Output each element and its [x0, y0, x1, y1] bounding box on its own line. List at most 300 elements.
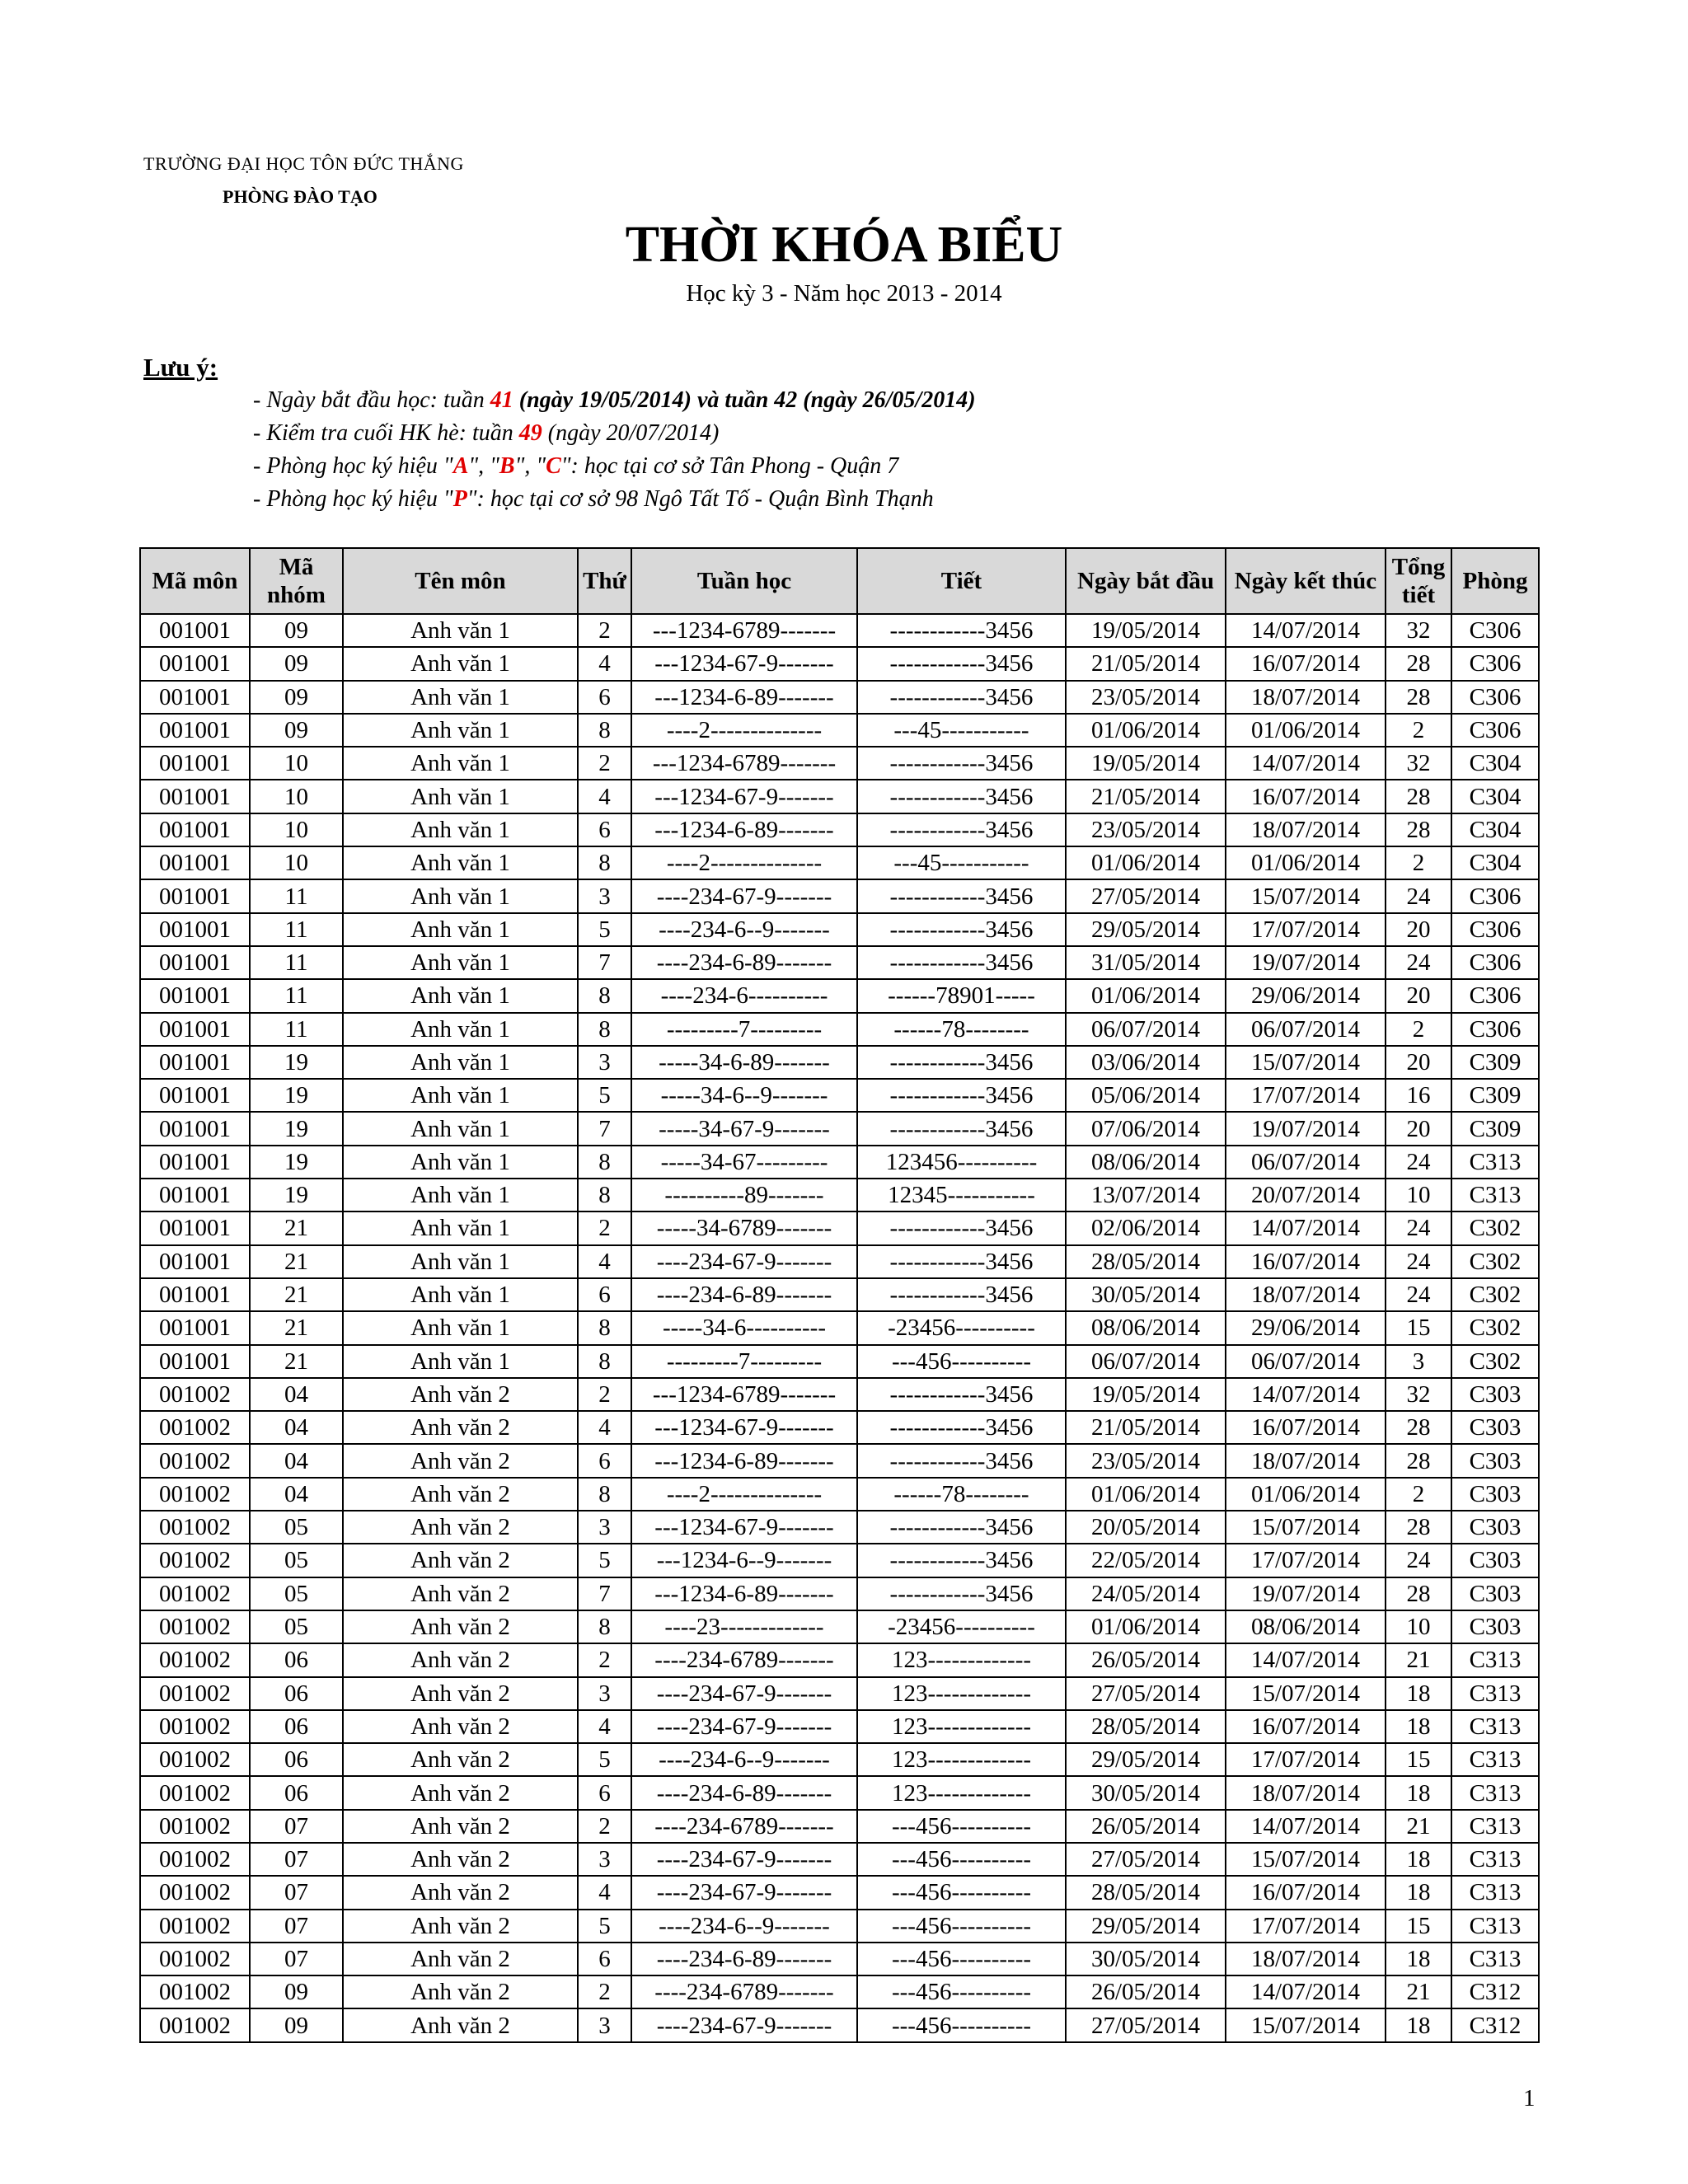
cell-end-date: 18/07/2014 [1226, 1278, 1386, 1311]
cell-course-code: 001001 [140, 1179, 250, 1212]
cell-total-periods: 32 [1386, 614, 1451, 647]
cell-room: C304 [1451, 747, 1539, 780]
cell-total-periods: 28 [1386, 647, 1451, 680]
cell-course-name: Anh văn 2 [343, 1643, 578, 1676]
cell-weekday: 5 [578, 1544, 631, 1577]
cell-total-periods: 3 [1386, 1345, 1451, 1378]
cell-course-code: 001002 [140, 2008, 250, 2041]
cell-total-periods: 18 [1386, 1710, 1451, 1743]
cell-total-periods: 24 [1386, 1544, 1451, 1577]
cell-course-name: Anh văn 2 [343, 1743, 578, 1776]
table-row [140, 1843, 1539, 1876]
cell-end-date: 19/07/2014 [1226, 1112, 1386, 1145]
cell-group: 19 [250, 1079, 343, 1112]
cell-course-code: 001001 [140, 614, 250, 647]
cell-start-date: 24/05/2014 [1066, 1577, 1226, 1610]
cell-weekday: 4 [578, 780, 631, 813]
cell-periods: ------------3456 [857, 1378, 1066, 1411]
table-row [140, 1743, 1539, 1776]
cell-periods: ------------3456 [857, 1511, 1066, 1544]
cell-total-periods: 10 [1386, 1179, 1451, 1212]
cell-start-date: 22/05/2014 [1066, 1544, 1226, 1577]
cell-total-periods: 15 [1386, 1311, 1451, 1344]
note-final-exam: - Kiểm tra cuối HK hè: tuần 49 (ngày 20/07/2014) [253, 420, 720, 446]
cell-total-periods: 2 [1386, 846, 1451, 879]
cell-weeks: ----234-6789------- [631, 1975, 857, 2008]
cell-start-date: 31/05/2014 [1066, 946, 1226, 979]
table-row [140, 1710, 1539, 1743]
col-header-total-periods: Tổng tiết [1386, 548, 1451, 614]
cell-course-code: 001002 [140, 1776, 250, 1809]
cell-weeks: ----234-6789------- [631, 1643, 857, 1676]
cell-periods: 123456---------- [857, 1146, 1066, 1179]
cell-start-date: 07/06/2014 [1066, 1112, 1226, 1145]
cell-course-name: Anh văn 1 [343, 1079, 578, 1112]
cell-end-date: 16/07/2014 [1226, 780, 1386, 813]
cell-start-date: 28/05/2014 [1066, 1710, 1226, 1743]
cell-weeks: ---1234-6-89------- [631, 813, 857, 846]
cell-room: C303 [1451, 1577, 1539, 1610]
cell-room: C313 [1451, 1710, 1539, 1743]
cell-group: 21 [250, 1245, 343, 1278]
cell-periods: 123------------- [857, 1776, 1066, 1809]
cell-total-periods: 2 [1386, 714, 1451, 747]
table-row [140, 1810, 1539, 1843]
cell-total-periods: 24 [1386, 1278, 1451, 1311]
cell-room: C306 [1451, 946, 1539, 979]
cell-weeks: ----234-67-9------- [631, 1245, 857, 1278]
cell-course-name: Anh văn 2 [343, 1577, 578, 1610]
cell-start-date: 01/06/2014 [1066, 846, 1226, 879]
cell-weekday: 4 [578, 1876, 631, 1909]
cell-weekday: 2 [578, 1212, 631, 1244]
cell-group: 09 [250, 681, 343, 714]
cell-periods: 123------------- [857, 1643, 1066, 1676]
cell-group: 07 [250, 1843, 343, 1876]
cell-group: 10 [250, 747, 343, 780]
table-row [140, 1311, 1539, 1344]
table-row [140, 780, 1539, 813]
cell-room: C306 [1451, 913, 1539, 946]
cell-periods: ---456---------- [857, 1810, 1066, 1843]
cell-end-date: 17/07/2014 [1226, 1743, 1386, 1776]
cell-end-date: 01/06/2014 [1226, 846, 1386, 879]
cell-weekday: 2 [578, 1378, 631, 1411]
cell-start-date: 06/07/2014 [1066, 1345, 1226, 1378]
cell-periods: ------------3456 [857, 647, 1066, 680]
cell-weekday: 8 [578, 846, 631, 879]
cell-group: 10 [250, 813, 343, 846]
cell-course-name: Anh văn 2 [343, 1677, 578, 1710]
cell-course-name: Anh văn 1 [343, 1311, 578, 1344]
school-name: TRƯỜNG ĐẠI HỌC TÔN ĐỨC THẮNG [143, 153, 464, 174]
cell-course-name: Anh văn 1 [343, 681, 578, 714]
cell-weekday: 3 [578, 1677, 631, 1710]
cell-total-periods: 28 [1386, 681, 1451, 714]
table-row [140, 1046, 1539, 1079]
cell-end-date: 16/07/2014 [1226, 1411, 1386, 1444]
cell-room: C302 [1451, 1278, 1539, 1311]
table-row [140, 1013, 1539, 1046]
cell-course-code: 001002 [140, 1378, 250, 1411]
cell-course-code: 001001 [140, 979, 250, 1012]
cell-room: C306 [1451, 1013, 1539, 1046]
cell-weekday: 4 [578, 1710, 631, 1743]
cell-course-code: 001002 [140, 1478, 250, 1511]
cell-course-code: 001001 [140, 846, 250, 879]
cell-periods: ------78-------- [857, 1013, 1066, 1046]
cell-periods: ---456---------- [857, 1876, 1066, 1909]
cell-group: 07 [250, 1876, 343, 1909]
cell-course-code: 001002 [140, 1511, 250, 1544]
cell-group: 21 [250, 1345, 343, 1378]
cell-room: C313 [1451, 1876, 1539, 1909]
cell-course-name: Anh văn 2 [343, 1810, 578, 1843]
cell-periods: ------78-------- [857, 1478, 1066, 1511]
cell-start-date: 06/07/2014 [1066, 1013, 1226, 1046]
cell-periods: ------------3456 [857, 1444, 1066, 1477]
cell-weeks: ----234-6--9------- [631, 1743, 857, 1776]
cell-weekday: 6 [578, 1444, 631, 1477]
cell-weekday: 5 [578, 1743, 631, 1776]
cell-group: 11 [250, 946, 343, 979]
cell-total-periods: 10 [1386, 1610, 1451, 1643]
cell-weeks: ---------7--------- [631, 1345, 857, 1378]
cell-course-code: 001002 [140, 1544, 250, 1577]
cell-group: 06 [250, 1643, 343, 1676]
cell-weeks: -----34-6-89------- [631, 1046, 857, 1079]
cell-end-date: 18/07/2014 [1226, 1444, 1386, 1477]
cell-start-date: 19/05/2014 [1066, 614, 1226, 647]
cell-room: C313 [1451, 1146, 1539, 1179]
col-header-room: Phòng [1451, 548, 1539, 614]
col-header-group: Mã nhóm [250, 548, 343, 614]
table-row [140, 1179, 1539, 1212]
cell-course-code: 001002 [140, 1975, 250, 2008]
cell-start-date: 23/05/2014 [1066, 681, 1226, 714]
cell-weeks: ---1234-6--9------- [631, 1544, 857, 1577]
cell-weeks: ----234-6-89------- [631, 1943, 857, 1975]
cell-start-date: 27/05/2014 [1066, 879, 1226, 912]
cell-start-date: 27/05/2014 [1066, 1843, 1226, 1876]
cell-start-date: 21/05/2014 [1066, 780, 1226, 813]
table-row [140, 647, 1539, 680]
cell-weeks: ---1234-6789------- [631, 747, 857, 780]
table-row [140, 1345, 1539, 1378]
week-number-41: 41 [490, 387, 513, 413]
cell-course-name: Anh văn 1 [343, 946, 578, 979]
cell-course-code: 001001 [140, 1245, 250, 1278]
cell-periods: ------------3456 [857, 681, 1066, 714]
cell-start-date: 01/06/2014 [1066, 1478, 1226, 1511]
cell-course-name: Anh văn 1 [343, 1112, 578, 1145]
cell-periods: ------------3456 [857, 780, 1066, 813]
cell-total-periods: 18 [1386, 2008, 1451, 2041]
table-row [140, 1411, 1539, 1444]
cell-room: C302 [1451, 1245, 1539, 1278]
cell-course-code: 001001 [140, 681, 250, 714]
cell-group: 11 [250, 1013, 343, 1046]
cell-group: 09 [250, 1975, 343, 2008]
cell-group: 05 [250, 1511, 343, 1544]
cell-total-periods: 28 [1386, 780, 1451, 813]
cell-total-periods: 28 [1386, 1444, 1451, 1477]
cell-total-periods: 18 [1386, 1876, 1451, 1909]
cell-periods: ------------3456 [857, 747, 1066, 780]
cell-total-periods: 28 [1386, 813, 1451, 846]
cell-end-date: 15/07/2014 [1226, 879, 1386, 912]
department-name: PHÒNG ĐÀO TẠO [223, 186, 377, 207]
cell-course-name: Anh văn 2 [343, 1478, 578, 1511]
cell-course-name: Anh văn 1 [343, 614, 578, 647]
cell-total-periods: 24 [1386, 1146, 1451, 1179]
cell-course-code: 001002 [140, 1943, 250, 1975]
cell-weeks: ---1234-6-89------- [631, 1444, 857, 1477]
cell-total-periods: 28 [1386, 1411, 1451, 1444]
note-start-date: - Ngày bắt đầu học: tuần 41 (ngày 19/05/2014) và tuần 42 (ngày 26/05/2014) [253, 387, 976, 413]
cell-group: 11 [250, 913, 343, 946]
cell-end-date: 14/07/2014 [1226, 1212, 1386, 1244]
cell-total-periods: 2 [1386, 1013, 1451, 1046]
table-row [140, 1112, 1539, 1145]
cell-course-code: 001001 [140, 1278, 250, 1311]
cell-total-periods: 20 [1386, 1046, 1451, 1079]
timetable-body [140, 614, 1539, 2042]
cell-weeks: ---1234-6-89------- [631, 681, 857, 714]
table-row [140, 1278, 1539, 1311]
cell-weekday: 3 [578, 1843, 631, 1876]
cell-course-name: Anh văn 2 [343, 1876, 578, 1909]
table-row [140, 1511, 1539, 1544]
cell-course-code: 001001 [140, 813, 250, 846]
cell-weeks: -----34-6789------- [631, 1212, 857, 1244]
cell-group: 06 [250, 1677, 343, 1710]
table-row [140, 1212, 1539, 1244]
cell-periods: ------------3456 [857, 1079, 1066, 1112]
table-row [140, 714, 1539, 747]
cell-room: C312 [1451, 1975, 1539, 2008]
cell-total-periods: 24 [1386, 1212, 1451, 1244]
cell-room: C304 [1451, 813, 1539, 846]
cell-start-date: 23/05/2014 [1066, 813, 1226, 846]
cell-periods: ------------3456 [857, 879, 1066, 912]
cell-course-name: Anh văn 1 [343, 747, 578, 780]
cell-group: 07 [250, 1943, 343, 1975]
cell-course-name: Anh văn 2 [343, 1511, 578, 1544]
cell-total-periods: 21 [1386, 1975, 1451, 2008]
cell-weeks: ----234-6-89------- [631, 1278, 857, 1311]
cell-weeks: -----34-6--9------- [631, 1079, 857, 1112]
cell-start-date: 05/06/2014 [1066, 1079, 1226, 1112]
cell-group: 06 [250, 1776, 343, 1809]
cell-weekday: 6 [578, 1776, 631, 1809]
cell-end-date: 14/07/2014 [1226, 614, 1386, 647]
cell-total-periods: 24 [1386, 1245, 1451, 1278]
cell-end-date: 18/07/2014 [1226, 1943, 1386, 1975]
cell-start-date: 08/06/2014 [1066, 1146, 1226, 1179]
cell-room: C313 [1451, 1743, 1539, 1776]
cell-group: 21 [250, 1278, 343, 1311]
cell-weeks: ----234-67-9------- [631, 1876, 857, 1909]
table-row [140, 979, 1539, 1012]
cell-course-name: Anh văn 2 [343, 1843, 578, 1876]
cell-periods: ---456---------- [857, 1910, 1066, 1943]
cell-periods: ------------3456 [857, 1411, 1066, 1444]
cell-periods: ---45----------- [857, 714, 1066, 747]
cell-end-date: 18/07/2014 [1226, 813, 1386, 846]
table-row [140, 813, 1539, 846]
cell-weeks: ----234-6--9------- [631, 1910, 857, 1943]
cell-periods: ------------3456 [857, 946, 1066, 979]
cell-weekday: 6 [578, 813, 631, 846]
cell-weeks: ----2-------------- [631, 846, 857, 879]
cell-total-periods: 28 [1386, 1577, 1451, 1610]
cell-course-code: 001001 [140, 1311, 250, 1344]
cell-course-name: Anh văn 1 [343, 647, 578, 680]
cell-weekday: 4 [578, 1411, 631, 1444]
cell-room: C302 [1451, 1345, 1539, 1378]
cell-course-code: 001001 [140, 1212, 250, 1244]
cell-course-name: Anh văn 1 [343, 1146, 578, 1179]
cell-course-name: Anh văn 2 [343, 1444, 578, 1477]
table-row [140, 846, 1539, 879]
table-row [140, 1146, 1539, 1179]
cell-course-name: Anh văn 1 [343, 979, 578, 1012]
cell-start-date: 26/05/2014 [1066, 1643, 1226, 1676]
cell-start-date: 28/05/2014 [1066, 1876, 1226, 1909]
cell-room: C313 [1451, 1910, 1539, 1943]
cell-group: 05 [250, 1577, 343, 1610]
cell-course-code: 001001 [140, 879, 250, 912]
cell-group: 07 [250, 1910, 343, 1943]
cell-end-date: 18/07/2014 [1226, 681, 1386, 714]
table-row [140, 1079, 1539, 1112]
cell-group: 09 [250, 647, 343, 680]
cell-weekday: 8 [578, 1311, 631, 1344]
cell-weekday: 8 [578, 1478, 631, 1511]
cell-total-periods: 18 [1386, 1943, 1451, 1975]
cell-end-date: 29/06/2014 [1226, 979, 1386, 1012]
cell-total-periods: 32 [1386, 747, 1451, 780]
cell-end-date: 15/07/2014 [1226, 1511, 1386, 1544]
cell-weekday: 5 [578, 913, 631, 946]
cell-course-code: 001002 [140, 1577, 250, 1610]
cell-start-date: 21/05/2014 [1066, 647, 1226, 680]
cell-room: C304 [1451, 846, 1539, 879]
cell-periods: ------------3456 [857, 1112, 1066, 1145]
cell-end-date: 06/07/2014 [1226, 1345, 1386, 1378]
timetable [139, 547, 1540, 2043]
cell-group: 04 [250, 1411, 343, 1444]
cell-periods: ------78901----- [857, 979, 1066, 1012]
cell-periods: -23456---------- [857, 1610, 1066, 1643]
cell-total-periods: 15 [1386, 1743, 1451, 1776]
cell-room: C309 [1451, 1112, 1539, 1145]
cell-start-date: 30/05/2014 [1066, 1943, 1226, 1975]
cell-total-periods: 16 [1386, 1079, 1451, 1112]
cell-course-code: 001002 [140, 1910, 250, 1943]
cell-total-periods: 18 [1386, 1677, 1451, 1710]
col-header-periods: Tiết [857, 548, 1066, 614]
cell-start-date: 08/06/2014 [1066, 1311, 1226, 1344]
cell-total-periods: 28 [1386, 1511, 1451, 1544]
cell-course-name: Anh văn 1 [343, 879, 578, 912]
cell-weekday: 7 [578, 1577, 631, 1610]
notes-heading: Lưu ý: [143, 353, 218, 382]
cell-course-code: 001001 [140, 714, 250, 747]
table-row [140, 913, 1539, 946]
cell-start-date: 26/05/2014 [1066, 1975, 1226, 2008]
cell-room: C306 [1451, 979, 1539, 1012]
cell-end-date: 14/07/2014 [1226, 1643, 1386, 1676]
cell-group: 19 [250, 1112, 343, 1145]
cell-course-name: Anh văn 1 [343, 1179, 578, 1212]
cell-weekday: 2 [578, 1975, 631, 2008]
cell-start-date: 01/06/2014 [1066, 979, 1226, 1012]
cell-course-name: Anh văn 1 [343, 1278, 578, 1311]
cell-weeks: ---1234-67-9------- [631, 780, 857, 813]
cell-weekday: 5 [578, 1910, 631, 1943]
col-header-start-date: Ngày bắt đầu [1066, 548, 1226, 614]
cell-group: 21 [250, 1311, 343, 1344]
cell-course-code: 001002 [140, 1677, 250, 1710]
cell-weekday: 8 [578, 979, 631, 1012]
cell-weekday: 4 [578, 647, 631, 680]
cell-group: 06 [250, 1710, 343, 1743]
cell-course-name: Anh văn 2 [343, 1411, 578, 1444]
cell-group: 10 [250, 846, 343, 879]
cell-course-code: 001002 [140, 1444, 250, 1477]
cell-course-code: 001002 [140, 1643, 250, 1676]
cell-weekday: 2 [578, 1810, 631, 1843]
week-number-49: 49 [518, 420, 542, 446]
cell-course-name: Anh văn 1 [343, 1245, 578, 1278]
cell-start-date: 03/06/2014 [1066, 1046, 1226, 1079]
cell-periods: 123------------- [857, 1743, 1066, 1776]
cell-course-code: 001001 [140, 913, 250, 946]
cell-weeks: -----34-67-9------- [631, 1112, 857, 1145]
cell-weeks: ---1234-67-9------- [631, 1511, 857, 1544]
cell-group: 06 [250, 1743, 343, 1776]
cell-group: 05 [250, 1544, 343, 1577]
table-row [140, 614, 1539, 647]
cell-periods: ---456---------- [857, 2008, 1066, 2041]
cell-course-code: 001001 [140, 1345, 250, 1378]
cell-weekday: 8 [578, 1179, 631, 1212]
cell-weeks: -----34-67--------- [631, 1146, 857, 1179]
cell-weekday: 8 [578, 1345, 631, 1378]
col-header-weekday: Thứ [578, 548, 631, 614]
cell-weeks: ---1234-6789------- [631, 614, 857, 647]
cell-periods: ---456---------- [857, 1345, 1066, 1378]
cell-start-date: 19/05/2014 [1066, 747, 1226, 780]
cell-group: 05 [250, 1610, 343, 1643]
cell-start-date: 19/05/2014 [1066, 1378, 1226, 1411]
cell-room: C313 [1451, 1843, 1539, 1876]
cell-weeks: ----234-67-9------- [631, 1843, 857, 1876]
table-row [140, 879, 1539, 912]
cell-weeks: ---------7--------- [631, 1013, 857, 1046]
cell-weeks: ----234-67-9------- [631, 2008, 857, 2041]
cell-total-periods: 15 [1386, 1910, 1451, 1943]
cell-course-code: 001001 [140, 780, 250, 813]
table-row [140, 1444, 1539, 1477]
cell-start-date: 01/06/2014 [1066, 714, 1226, 747]
cell-start-date: 26/05/2014 [1066, 1810, 1226, 1843]
table-row [140, 681, 1539, 714]
cell-course-name: Anh văn 2 [343, 1544, 578, 1577]
cell-total-periods: 21 [1386, 1643, 1451, 1676]
